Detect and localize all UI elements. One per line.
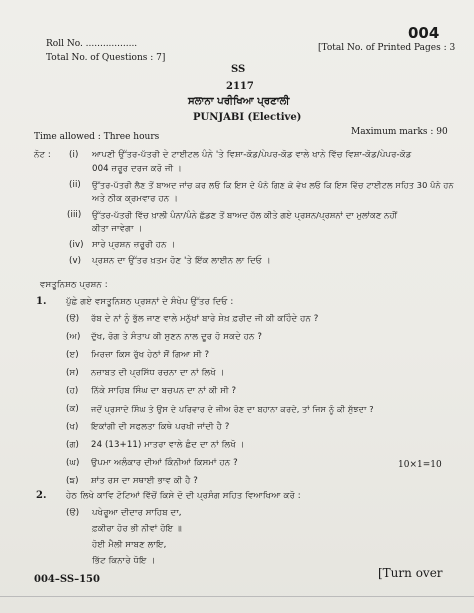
sub-question-marker: (ਸ) <box>66 368 79 378</box>
question-number: 1. <box>36 296 47 307</box>
bottom-rule <box>0 596 474 597</box>
poem-line: ਪਖੇਰੂਆ ਦੀਦਾਰ ਸਾਹਿਬ ਦਾ, <box>92 508 182 518</box>
sub-question-text: ਸ਼ਾਂਤ ਰਸ ਦਾ ਸਥਾਈ ਭਾਵ ਕੀ ਹੈ ? <box>91 476 198 486</box>
sub-question-text: ਦੁੱਖ, ਰੋਗ ਤੇ ਸੰਤਾਪ ਕੀ ਸੁਣਨ ਨਾਲ ਦੂਰ ਹੋ ਸਕਦੇ ਹਨ ? <box>91 332 263 342</box>
poem-line: ਹੋਈ ਮੈਲੀ ਸਾਬਣ ਲਾਇ, <box>92 540 167 550</box>
note-marker: (v) <box>69 256 82 266</box>
section-title: ਵਸਤੂਨਿਸ਼ਠ ਪ੍ਰਸ਼ਨ : <box>40 280 108 290</box>
note-text: ਸਾਰੇ ਪ੍ਰਸ਼ਨ ਜ਼ਰੂਰੀ ਹਨ । <box>92 240 176 250</box>
stream-code: SS <box>231 64 246 75</box>
roll-no: Roll No. .................. <box>46 39 138 49</box>
exam-name: ਸਲਾਨਾ ਪਰੀਖਿਆ ਪ੍ਰਣਾਲੀ <box>188 96 290 107</box>
note-text: ਪ੍ਰਸ਼ਨ ਦਾ ਉੱਤਰ ਖ਼ਤਮ ਹੋਣ 'ਤੇ ਇੱਕ ਲਾਈਨ ਲਾ ਦਿਓ । <box>92 256 271 266</box>
paper-code: 004 <box>408 24 440 42</box>
time-allowed: Time allowed : Three hours <box>34 132 160 142</box>
note-text: ਉੱਤਰ-ਪੱਤਰੀ ਲੈਣ ਤੋਂ ਬਾਅਦ ਜਾਂਚ ਕਰ ਲਓ ਕਿ ਇਸ ਦੇ ਪੰਨੇ ਗਿਣ ਕੇ ਵੇਖ ਲਓ ਕਿ ਇਸ ਵਿੱਚ ਟਾਈਟਲ ਸਹਿਤ 30 ਪੰਨੇ ਹਨ <box>92 180 454 190</box>
sub-question-text: ਇਕਾਂਗੀ ਦੀ ਸਫਲਤਾ ਕਿਥੇ ਪਰਖੀ ਜਾਂਦੀ ਹੈ ? <box>91 422 230 432</box>
total-questions: Total No. of Questions : 7] <box>46 53 166 63</box>
sub-question-marker: (ਹ) <box>66 386 79 396</box>
note-text: ਉੱਤਰ-ਪੱਤਰੀ ਵਿੱਚ ਖ਼ਾਲੀ ਪੰਨਾ/ਪੰਨੇ ਛੱਡਣ ਤੋਂ ਬਾਅਦ ਹੱਲ ਕੀਤੇ ਗਏ ਪ੍ਰਸ਼ਨ/ਪ੍ਰਸ਼ਨਾਂ ਦਾ ਮੁਲਾਂਕਣ ਨਹੀਂ <box>92 210 398 220</box>
sub-question-marker: (ਘ) <box>66 458 80 468</box>
sub-question-text: ਉਪਮਾ ਅਲੰਕਾਰ ਦੀਆਂ ਕਿੰਨੀਆਂ ਕਿਸਮਾਂ ਹਨ ? <box>91 458 238 468</box>
question-stem: ਹੇਠ ਲਿਖੇ ਕਾਵਿ ਟੋਟਿਆਂ ਵਿੱਚੋਂ ਕਿਸੇ ਦੋ ਦੀ ਪ੍ਰਸੰਗ ਸਹਿਤ ਵਿਆਖਿਆ ਕਰੋ : <box>66 491 301 501</box>
note-text: ਆਪਣੀ ਉੱਤਰ-ਪੱਤਰੀ ਦੇ ਟਾਈਟਲ ਪੰਨੇ 'ਤੇ ਵਿਸ਼ਾ-ਕੋਡ/ਪੇਪਰ-ਕੋਡ ਵਾਲੇ ਖਾਨੇ ਵਿੱਚ ਵਿਸ਼ਾ-ਕੋਡ/ਪੇਪਰ-ਕੋਡ <box>92 150 412 160</box>
note-marker: (iv) <box>69 240 84 250</box>
subject-title: PUNJABI (Elective) <box>193 112 302 123</box>
footer-code: 004–SS–150 <box>34 574 100 585</box>
sub-question-text: 24 (13+11) ਮਾਤਰਾ ਵਾਲੇ ਛੰਦ ਦਾ ਨਾਂ ਲਿਖੋ । <box>91 440 245 450</box>
max-marks: Maximum marks : 90 <box>351 127 448 137</box>
sub-question-marker: (ੳ) <box>66 314 80 324</box>
sub-question-text: ਨਜ਼ਾਬਤ ਦੀ ਪ੍ਰਸਿੱਧ ਰਚਨਾ ਦਾ ਨਾਂ ਲਿਖੋ । <box>91 368 225 378</box>
question-number: 2. <box>36 490 47 501</box>
sub-question-marker: (ਙ) <box>66 476 79 486</box>
note-text: ਅਤੇ ਠੀਕ ਕ੍ਰਮਵਾਰ ਹਨ । <box>92 194 178 204</box>
note-marker: (i) <box>69 150 79 160</box>
note-text: 004 ਜ਼ਰੂਰ ਦਰਜ ਕਰੋ ਜੀ । <box>92 164 182 174</box>
question-stem: ਪੁੱਛੇ ਗਏ ਵਸਤੂਨਿਸ਼ਠ ਪ੍ਰਸ਼ਨਾਂ ਦੇ ਸੰਖੇਪ ਉੱਤਰ ਦਿਓ : <box>66 297 234 307</box>
paper-number: 2117 <box>226 81 254 92</box>
note-marker: (iii) <box>67 210 82 220</box>
poem-line: ਭਿੱਟ ਕਿਨਾਰੇ ਧੋਇ । <box>92 556 156 566</box>
printed-pages: [Total No. of Printed Pages : 3 <box>318 43 456 53</box>
sub-question-text: ਰੱਬ ਦੇ ਨਾਂ ਨੂੰ ਭੁੱਲ ਜਾਣ ਵਾਲੇ ਮਨੁੱਖਾਂ ਬਾਰੇ ਸ਼ੇਖ਼ ਫ਼ਰੀਦ ਜੀ ਕੀ ਕਹਿੰਦੇ ਹਨ ? <box>91 314 319 324</box>
notes-label: ਨੋਟ : <box>34 150 51 160</box>
sub-question-marker: (ਖ) <box>66 422 79 432</box>
sub-question-marker: (ੳ) <box>66 508 80 518</box>
sub-question-marker: (ੲ) <box>66 350 79 360</box>
sub-question-marker: (ਗ) <box>66 440 79 450</box>
marks-allocation: 10×1=10 <box>398 460 442 470</box>
sub-question-text: ਮਿਰਜ਼ਾ ਕਿਸ ਰੁੱਖ ਹੇਠਾਂ ਸੌਂ ਗਿਆ ਸੀ ? <box>91 350 210 360</box>
poem-line: ਫ਼ਕੀਰਾ ਹੋਰ ਭੀ ਨੀਵਾਂ ਹੋਇ ॥ <box>92 524 182 534</box>
sub-question-marker: (ਕ) <box>66 404 79 414</box>
note-marker: (ii) <box>69 180 81 190</box>
note-text: ਕੀਤਾ ਜਾਵੇਗਾ । <box>92 224 143 234</box>
sub-question-text: ਨਿੱਕੇ ਸਾਹਿਬ ਸਿੰਘ ਦਾ ਬਚਪਨ ਦਾ ਨਾਂ ਕੀ ਸੀ ? <box>91 386 237 396</box>
turn-over: [Turn over <box>378 566 443 580</box>
sub-question-marker: (ਅ) <box>66 332 81 342</box>
sub-question-text: ਜਦੋਂ ਪ੍ਰਸਾਦੇ ਸਿੰਘ ਤੇ ਉਸ ਦੇ ਪਰਿਵਾਰ ਦੇ ਜੀਅ ਰੋਣ ਦਾ ਬਹਾਨਾ ਕਰਦੇ, ਤਾਂ ਜਿਸ ਨੂੰ ਕੀ ਸੁੱਝਦਾ ? <box>91 404 374 414</box>
